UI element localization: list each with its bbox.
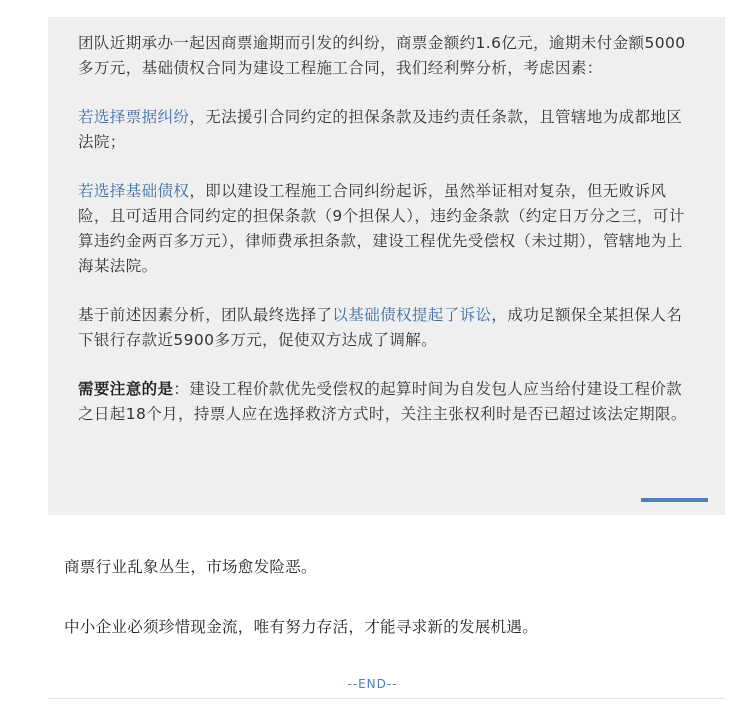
option-underlying-claim-text: ，即以建设工程施工合同纠纷起诉，虽然举证相对复杂，但无败诉风险，且可适用合同约定的担保条款（9个担保人），违约金条款（约定日万分之三，可计算违约金两百多万元），律师费承担条款，建设工程优先受偿权（未过期），管辖地为上海某法院。 (78, 182, 685, 275)
accent-bar (641, 498, 708, 502)
case-study-box (48, 17, 725, 515)
end-mark: --END-- (347, 677, 398, 691)
option-underlying-claim-highlight: 若选择基础债权 (78, 182, 190, 200)
outro-line-1: 商票行业乱象丛生，市场愈发险恶。 (64, 558, 317, 576)
option-bill-dispute-text: ，无法援引合同约定的担保条款及违约责任条款，且管辖地为成都地区法院； (78, 108, 683, 151)
option-bill-dispute-paragraph (78, 105, 696, 155)
case-study-content (78, 31, 696, 451)
case-intro-paragraph: 团队近期承办一起因商票逾期而引发的纠纷，商票金额约1.6亿元，逾期未付金额5000多万元，基础债权合同为建设工程施工合同，我们经利弊分析，考虑因素： (78, 34, 686, 77)
result-highlight: 以基础债权提起了诉讼 (332, 306, 492, 324)
option-underlying-claim-paragraph (78, 179, 696, 279)
result-prefix: 基于前述因素分析，团队最终选择了 (78, 306, 333, 324)
note-text: ：建设工程价款优先受偿权的起算时间为自发包人应当给付建设工程价款之日起18个月，持票人应在选择救济方式时，关注主张权利时是否已超过该法定期限。 (78, 380, 687, 423)
note-label: 需要注意的是 (78, 380, 174, 398)
result-suffix: ，成功足额保全某担保人名下银行存款近5900多万元，促使双方达成了调解。 (78, 306, 683, 349)
outro-line-2: 中小企业必须珍惜现金流，唯有努力存活，才能寻求新的发展机遇。 (64, 618, 539, 636)
option-bill-dispute-highlight: 若选择票据纠纷 (78, 108, 190, 126)
end-divider (48, 698, 725, 699)
note-paragraph (78, 377, 696, 427)
result-paragraph (78, 303, 696, 353)
